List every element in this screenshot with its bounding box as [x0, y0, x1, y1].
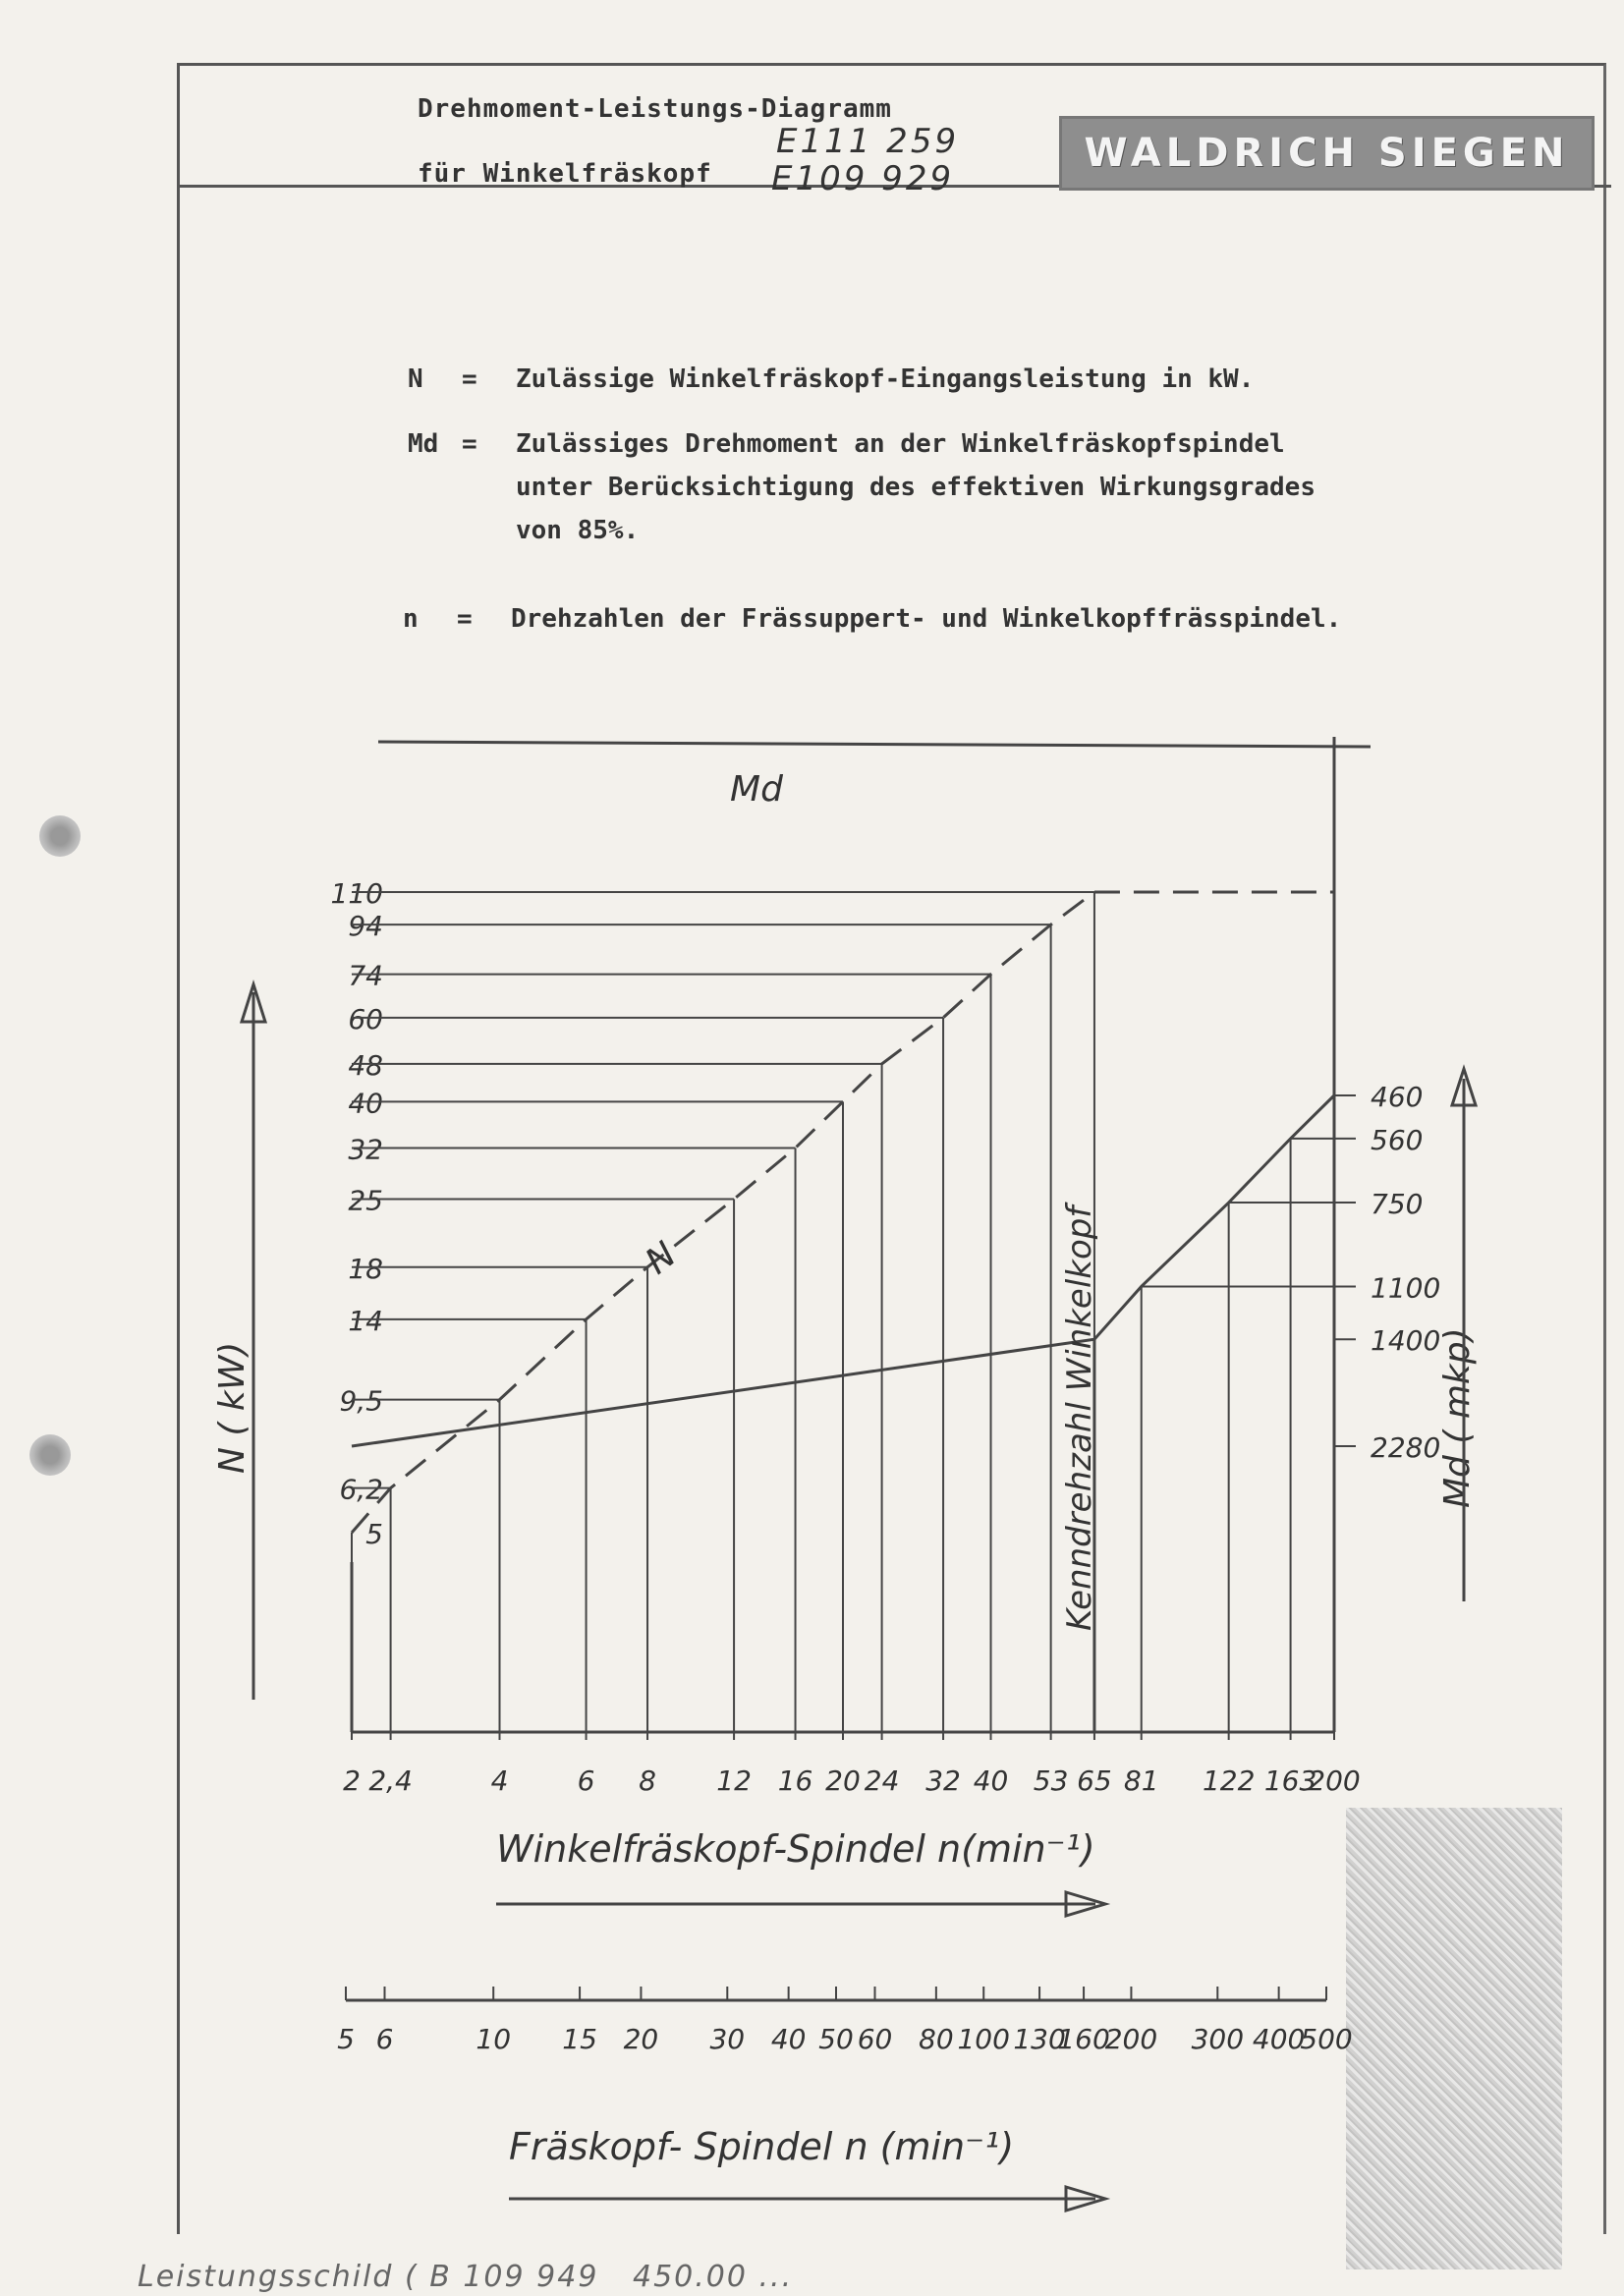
x-tick-label: 2,4	[368, 1764, 413, 1797]
right-tick-label: 750	[1371, 1188, 1424, 1221]
left-tick-label: 32	[348, 1133, 383, 1166]
left-tick-label: 94	[348, 910, 383, 943]
left-tick-label: 6,2	[339, 1473, 383, 1506]
x-tick-label: 12	[716, 1764, 752, 1797]
left-tick-label: 48	[348, 1048, 383, 1082]
part-number-top: E111 259	[776, 122, 960, 161]
x-tick-label: 6	[577, 1764, 595, 1797]
x2-tick-label: 10	[476, 2023, 512, 2055]
right-tick-label: 460	[1371, 1081, 1424, 1113]
x-tick-label: 65	[1077, 1764, 1112, 1797]
x2-tick-label: 100	[957, 2023, 1010, 2055]
x2-tick-label: 80	[919, 2023, 954, 2055]
right-axis-label: Md ( mkp)	[1437, 1327, 1478, 1508]
md-series-label: Md	[730, 769, 783, 810]
x-tick-label: 53	[1033, 1764, 1069, 1797]
x2-tick-label: 160	[1057, 2023, 1110, 2055]
legend-text: Drehzahlen der Frässuppert- und Winkelkopffrässpindel.	[511, 604, 1342, 634]
footer-note: Leistungsschild ( B 109 949 450.00 ...	[138, 2260, 794, 2294]
x-tick-label: 8	[639, 1764, 656, 1797]
n-series-line	[352, 892, 1094, 1533]
left-tick-label: 74	[348, 959, 383, 992]
x-tick-label: 16	[777, 1764, 813, 1797]
left-tick-label: 60	[348, 1002, 383, 1036]
right-tick-label: 1400	[1371, 1324, 1441, 1358]
left-tick-label: 18	[348, 1252, 383, 1285]
n-series-label: N	[638, 1234, 685, 1283]
part-number-bottom: E109 929	[771, 159, 955, 198]
left-tick-label: 110	[330, 877, 383, 910]
x2-tick-label: 130	[1013, 2023, 1066, 2055]
x-tick-label: 122	[1202, 1764, 1256, 1797]
x-tick-label: 40	[973, 1764, 1009, 1797]
x-tick-label: 81	[1123, 1764, 1159, 1797]
kenndrehzahl-annotation: Kenndrehzahl Winkelkopf	[1060, 1205, 1099, 1631]
x-tick-label: 24	[864, 1764, 900, 1797]
x2-tick-label: 50	[818, 2023, 854, 2055]
right-tick-label: 1100	[1371, 1271, 1441, 1305]
legend-text: Zulässiges Drehmoment an der Winkelfräskopfspindel unter Berücksichtigung des effektiven Wirkungsgrades von 85%.	[516, 429, 1316, 545]
legend-key: n	[403, 604, 419, 634]
legend-text: Zulässige Winkelfräskopf-Eingangsleistung in kW.	[516, 364, 1255, 394]
left-axis-label: N ( kW)	[212, 1341, 252, 1474]
legend-eq: =	[457, 604, 473, 634]
x-tick-label: 32	[925, 1764, 961, 1797]
left-tick-label: 14	[348, 1304, 383, 1337]
x2-tick-label: 30	[709, 2023, 746, 2055]
x2-tick-label: 15	[562, 2023, 597, 2055]
right-tick-label: 2280	[1371, 1431, 1441, 1464]
x2-tick-label: 60	[857, 2023, 893, 2055]
left-tick-label: 40	[348, 1087, 383, 1120]
diagram-title: Drehmoment-Leistungs-Diagramm	[418, 94, 892, 124]
x2-tick-label: 200	[1104, 2023, 1158, 2055]
top-rule-line	[378, 742, 1371, 747]
company-logo: WALDRICH SIEGEN	[1059, 116, 1595, 191]
x2-tick-label: 20	[623, 2023, 659, 2055]
legend-key: Md	[408, 429, 439, 459]
x2-tick-label: 400	[1252, 2023, 1306, 2055]
x-tick-label: 4	[490, 1764, 509, 1797]
legend-key: N	[408, 364, 423, 394]
left-tick-label: 5	[365, 1518, 383, 1550]
x2-axis-label: Fräskopf- Spindel n (min⁻¹)	[509, 2125, 1015, 2168]
legend-eq: =	[462, 364, 477, 394]
legend-eq: =	[462, 429, 477, 459]
x-tick-label: 200	[1308, 1764, 1361, 1797]
x-axis-label: Winkelfräskopf-Spindel n(min⁻¹)	[496, 1827, 1095, 1871]
diagram-subtitle: für Winkelfräskopf	[418, 159, 712, 189]
right-tick-label: 560	[1371, 1123, 1424, 1156]
x2-tick-label: 300	[1191, 2023, 1245, 2055]
x-tick-label: 20	[825, 1764, 861, 1797]
x2-tick-label: 500	[1300, 2023, 1353, 2055]
x2-tick-label: 40	[770, 2023, 807, 2055]
left-tick-label: 9,5	[339, 1384, 383, 1418]
left-tick-label: 25	[348, 1184, 383, 1217]
x-tick-label: 163	[1263, 1764, 1317, 1797]
x2-tick-label: 5	[337, 2023, 355, 2055]
x-tick-label: 2	[343, 1764, 361, 1797]
x2-tick-label: 6	[375, 2023, 394, 2055]
